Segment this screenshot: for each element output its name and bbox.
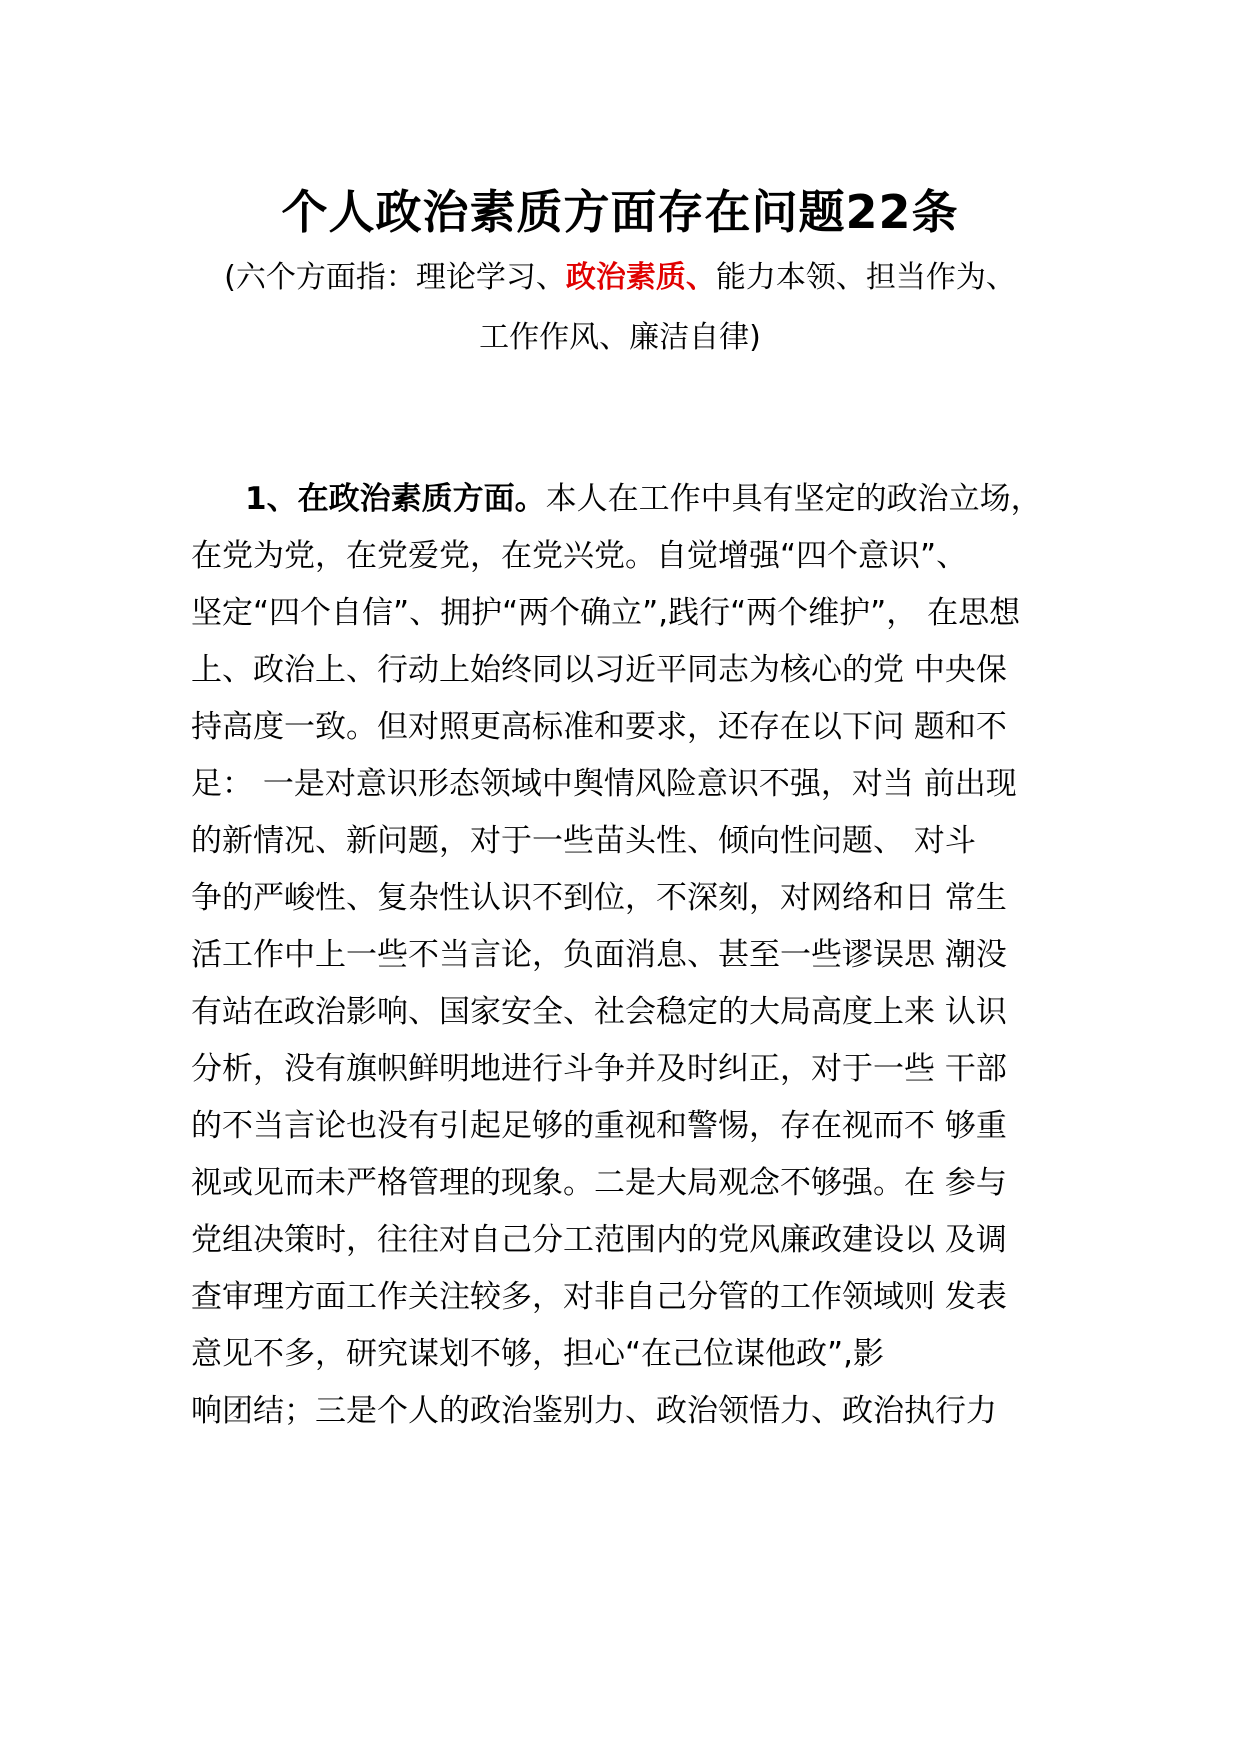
body-line: 视或见而未严格管理的现象。二是大局观念不够强。在 参与 [191, 1165, 1007, 1201]
body-line: 上、政治上、行动上始终同以习近平同志为核心的党 中央保 [191, 652, 1007, 688]
body-line: 争的严峻性、复杂性认识不到位，不深刻，对网络和日 常生 [191, 880, 1007, 916]
body-text [191, 471, 1071, 1440]
body-line: 分析，没有旗帜鲜明地进行斗争并及时纠正，对于一些 干部 [191, 1051, 1007, 1087]
body-line: 查审理方面工作关注较多，对非自己分管的工作领域则 发表 [191, 1279, 1007, 1315]
body-line: 党组决策时，往往对自己分工范围内的党风廉政建设以 及调 [191, 1222, 1007, 1258]
body-line: 的不当言论也没有引起足够的重视和警惕，存在视而不 够重 [191, 1108, 1007, 1144]
body-line: 活工作中上一些不当言论，负面消息、甚至一些谬误思 潮没 [191, 937, 1007, 973]
body-line: 在党为党，在党爱党，在党兴党。自觉增强“四个意识”、 [191, 538, 968, 574]
body-line: 有站在政治影响、国家安全、社会稳定的大局高度上来 认识 [191, 994, 1007, 1030]
document-title: 个人政治素质方面存在问题22条 [281, 185, 959, 239]
subtitle-highlight: 政治素质、 [565, 260, 716, 295]
body-line: 持高度一致。但对照更高标准和要求，还存在以下问 题和不 [191, 709, 1007, 745]
body-line: 的新情况、新问题，对于一些苗头性、倾向性问题、 对斗 [191, 823, 976, 859]
subtitle-prefix: (六个方面指：理论学习、 [224, 260, 566, 295]
body-line: 意见不多，研究谋划不够，担心“在己位谋他政”,影 [191, 1336, 884, 1372]
document-subtitle-line-2: 工作作风、廉洁自律) [479, 320, 761, 355]
body-line [191, 471, 1071, 528]
body-line: 响团结；三是个人的政治鉴别力、政治领悟力、政治执行力 [191, 1393, 997, 1429]
subtitle-suffix: 能力本领、担当作为、 [715, 260, 1016, 295]
body-line: 坚定“四个自信”、拥护“两个确立”,践行“两个维护”， 在思想 [191, 595, 1021, 631]
body-line-text: 本人在工作中具有坚定的政治立场， [545, 481, 1042, 517]
body-line: 足： 一是对意识形态领域中舆情风险意识不强，对当 前出现 [191, 766, 1017, 802]
document-subtitle-line-1 [0, 258, 1240, 298]
section-heading: 1、在政治素质方面。 [245, 481, 546, 517]
